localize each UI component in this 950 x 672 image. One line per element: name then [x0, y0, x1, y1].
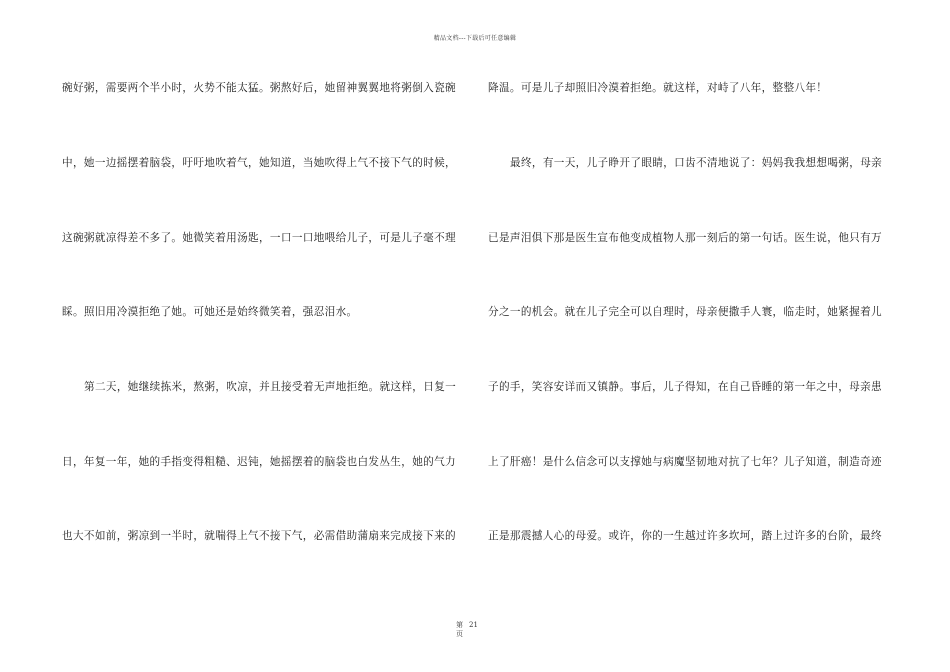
text-line: 子的手，笑容安详而又镇静。事后，儿子得知，在自己昏睡的第一年之中，母亲患 — [488, 381, 882, 393]
page-label-top: 第 — [456, 621, 463, 629]
page-number-value: 21 — [469, 621, 478, 629]
text-line: 已是声泪俱下那是医生宣布他变成植物人那一刻后的第一句话。医生说，他只有万 — [488, 232, 882, 244]
text-line: 第二天，她继续拣米，熬粥，吹凉，并且接受着无声地拒绝。就这样，日复一 — [84, 381, 457, 393]
text-line: 分之一的机会。就在儿子完全可以自理时，母亲便撒手人寰，临走时，她紧握着儿 — [488, 306, 882, 318]
text-line: 日，年复一年，她的手指变得粗糙、迟钝，她摇摆着的脑袋也白发丛生，她的气力 — [62, 456, 456, 468]
text-line: 上了肝癌！是什么信念可以支撑她与病魔坚韧地对抗了七年？儿子知道，制造奇迹 — [488, 456, 882, 468]
text-line: 碗好粥，需要两个半小时，火势不能太猛。粥熬好后，她留神翼翼地将粥倒入瓷碗 — [62, 82, 456, 94]
text-line: 降温。可是儿子却照旧冷漠着拒绝。就这样，对峙了八年，整整八年！ — [488, 82, 828, 94]
text-line: 正是那震撼人心的母爱。或许，你的一生越过许多坎坷，踏上过许多的台阶，最终 — [488, 530, 882, 542]
text-line: 睬。照旧用冷漠拒绝了她。可她还是始终微笑着，强忍泪水。 — [62, 306, 358, 318]
text-line: 也大不如前，粥凉到一半时，就喘得上气不接下气，必需借助蒲扇来完成接下来的 — [62, 530, 456, 542]
page-header: 精品文档---下载后可任意编辑 — [433, 35, 517, 42]
page-label-bottom: 页 — [456, 630, 463, 638]
page-number — [456, 621, 478, 639]
text-line: 这碗粥就凉得差不多了。她微笑着用汤匙，一口一口地喂给儿子，可是儿子毫不理 — [62, 232, 456, 244]
text-line: 中，她一边摇摆着脑袋，吁吁地吹着气，她知道，当她吹得上气不接下气的时候， — [62, 157, 456, 169]
text-line: 最终，有一天，儿子睁开了眼睛，口齿不清地说了：妈妈我我想想喝粥，母亲 — [510, 157, 883, 169]
